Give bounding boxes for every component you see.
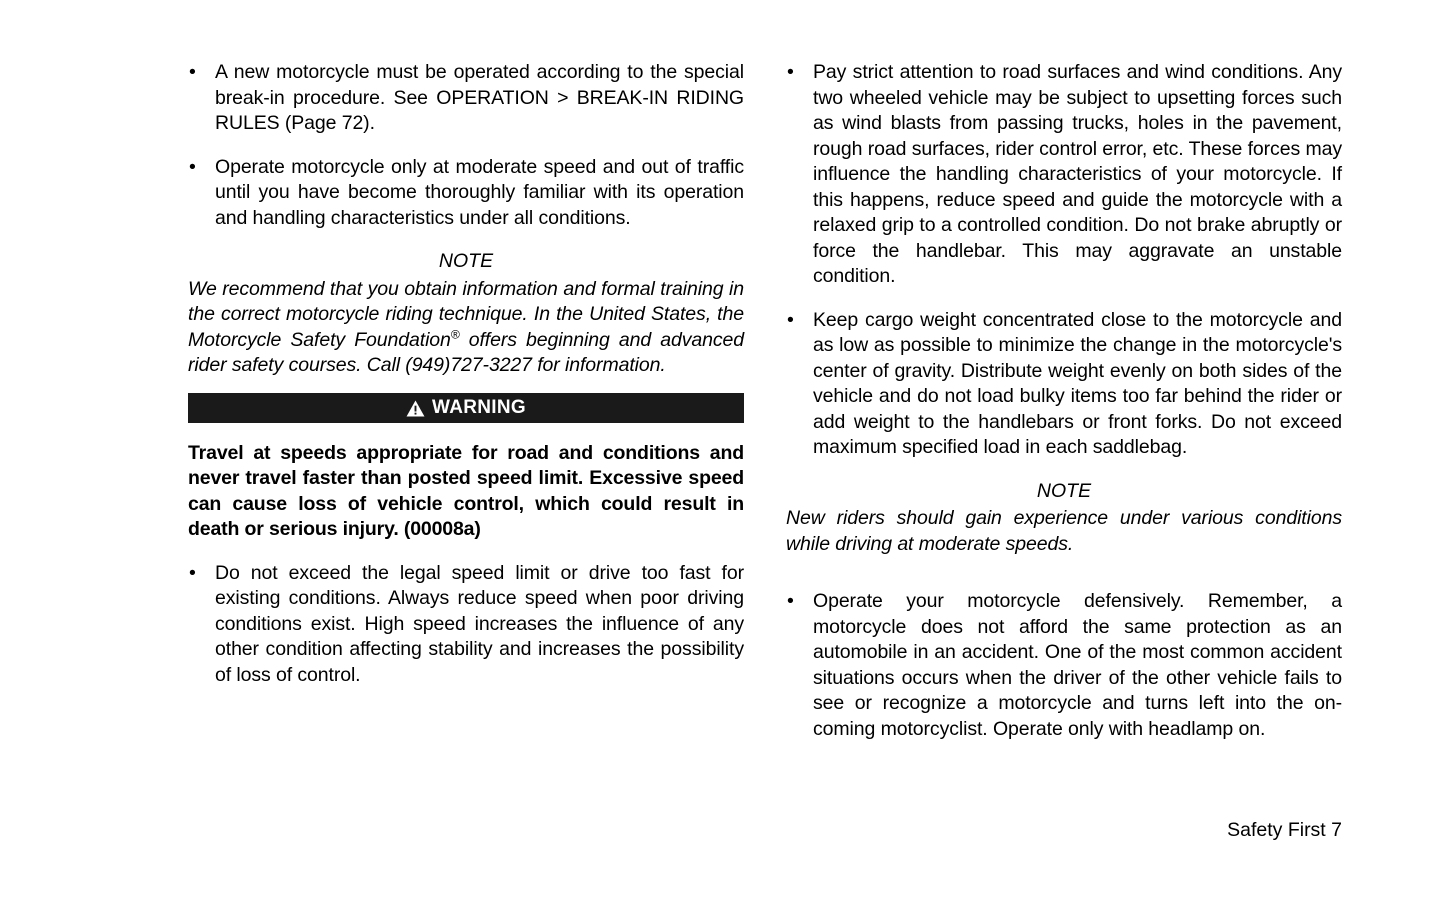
list-item-text: Pay strict attention to road surfaces and wind conditions. Any two wheeled vehicle may be subject to upsetting forces such as wind blasts from passing trucks, holes in the pavement, rough road surfaces, rider control error, etc. These forces may influence the handling characteristics of your motorcycle. If this happens, reduce speed and guide the motorcycle with a relaxed grip to a controlled condition. Do not brake abruptly or force the handlebar. This may aggravate an unstable condition. [813,61,1342,287]
bullet-marker: • [787,590,794,612]
note-title: NOTE [438,250,494,272]
bullet-marker: • [787,61,794,83]
spacer [188,543,744,561]
warning-banner [188,393,744,423]
list-item-text: Operate your motorcycle defensively. Remember, a motorcycle does not afford the same protection as an automobile in an accident. One of the most common accident situations occurs when the driver of the other vehicle fails to see or recognize a motorcycle and turns left into the on-coming motorcyclist. Operate only with headlamp on. [813,590,1342,740]
list-item [188,561,744,689]
bullet-marker: • [189,61,196,83]
list-item [188,155,744,232]
list-item [786,60,1342,290]
list-item [786,308,1342,461]
note-body [188,277,744,379]
list-item-text: Keep cargo weight concentrated close to the motorcycle and as low as possible to minimize the change in the motorcycle's center of gravity. Distribute weight evenly on both sides of the vehicle and do not load bulky items too far behind the rider or add weight to the handlebars or front forks. Do not exceed maximum specified load in each saddlebag. [813,308,1342,458]
list-item [188,60,744,137]
left-column [188,60,744,688]
note-body-part-1: We recommend that you obtain information and formal training in the correct motorcycle riding technique. In the United States, the Motorcycle Safety Foundation [188,277,744,351]
note-body: New riders should gain experience under various conditions while driving at moderate speeds. [786,507,1342,555]
page-footer: Safety First 7 [1227,819,1342,841]
bullet-marker: • [189,155,196,178]
warning-triangle-icon [406,400,425,417]
warning-banner-label: WARNING [432,396,526,418]
list-item-text: A new motorcycle must be operated according to the special break-in procedure. See OPERATION > BREAK-IN RIDING RULES (Page 72). [215,61,744,134]
registered-trademark-symbol: ® [450,327,460,341]
warning-block [188,393,744,543]
note-block [786,479,1342,558]
bullet-marker: • [189,561,196,584]
warning-body-text: Travel at speeds appropriate for road and conditions and never travel faster than posted speed limit. Excessive speed can cause loss of vehicle control, which could result in death or serious injury. (00008a) [188,441,744,540]
note-body-part-2: offers beginning and advanced rider safety courses. Call (949)727-3227 for information. [188,328,744,376]
list-item-text: Operate motorcycle only at moderate speed and out of traffic until you have become thoroughly familiar with its operation and handling characteristics under all conditions. [215,155,744,229]
right-column [786,60,1342,742]
note-title: NOTE [1036,479,1092,502]
note-block [188,249,744,379]
spacer [786,571,1342,589]
list-item [786,589,1342,742]
bullet-marker: • [787,308,794,331]
list-item-text: Do not exceed the legal speed limit or drive too fast for existing conditions. Always reduce speed when poor driving conditions exist. High speed increases the influence of any other condition affecting stability and increases the possibility of loss of control. [215,561,744,686]
